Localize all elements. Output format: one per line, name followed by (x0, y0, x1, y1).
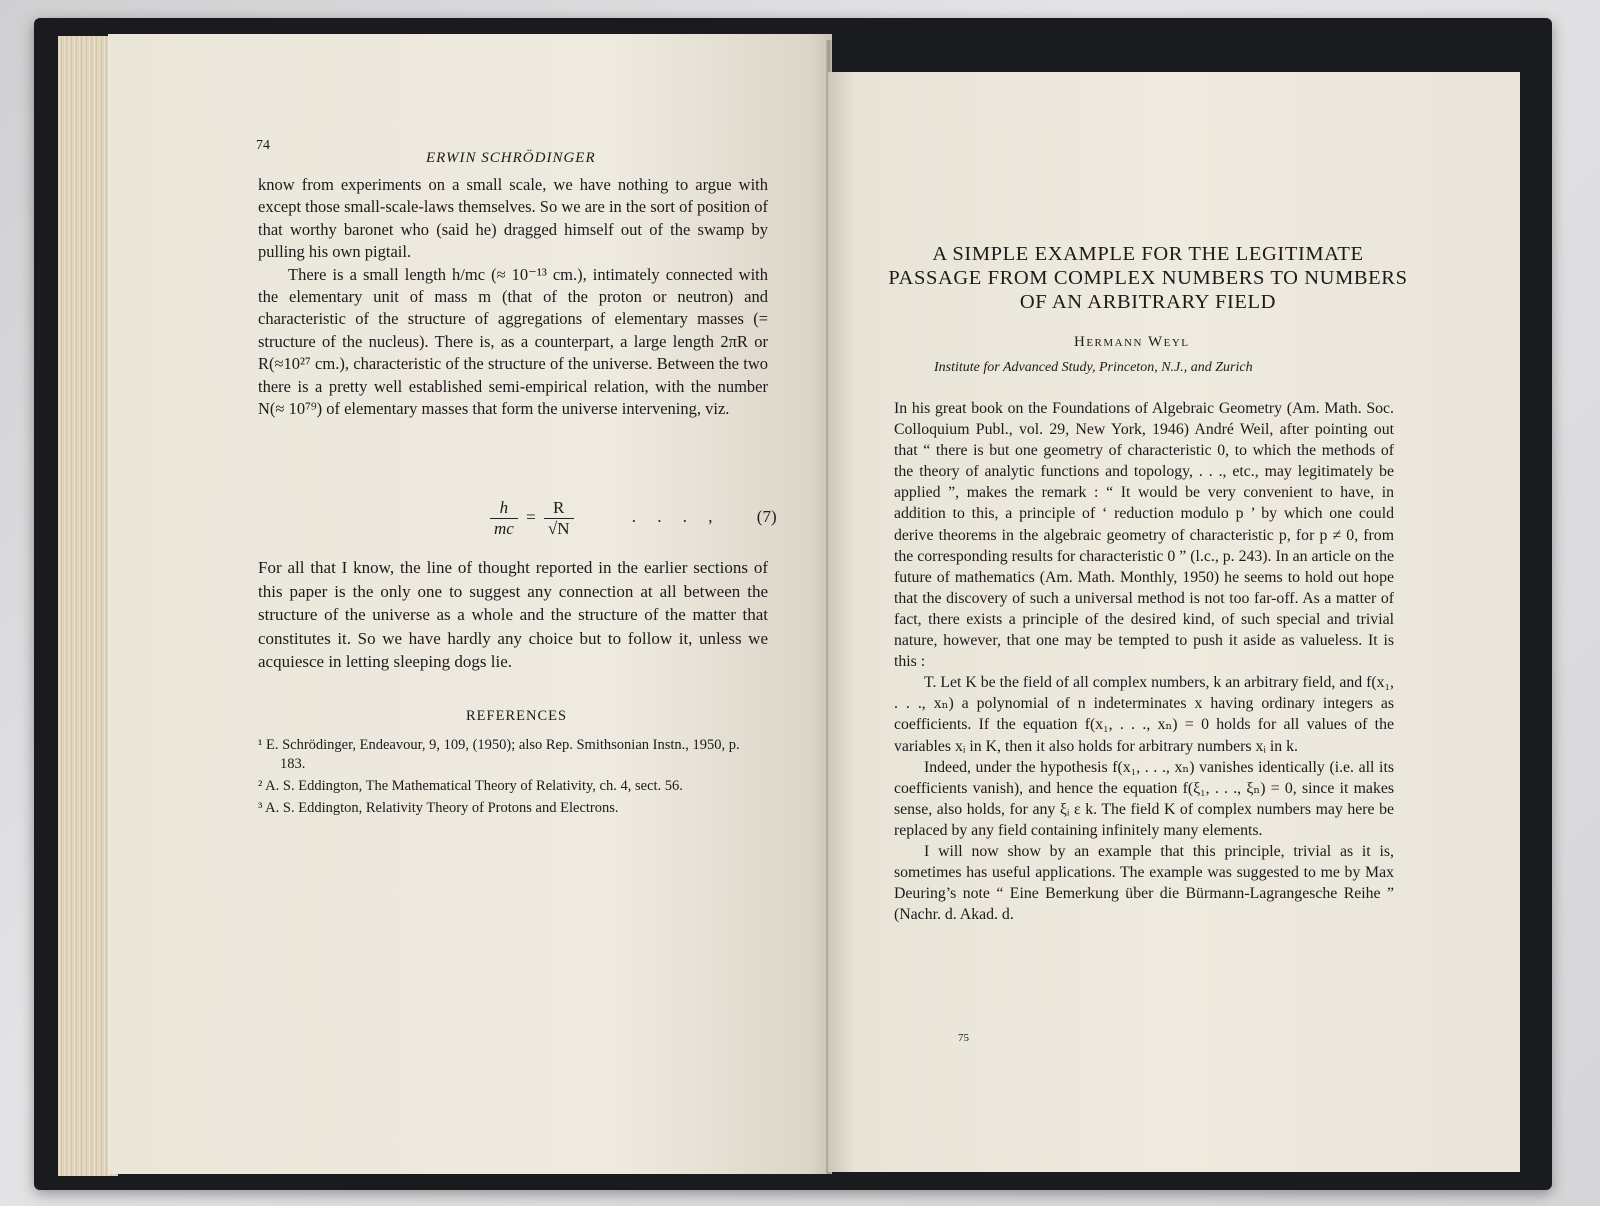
left-page-number: 74 (256, 138, 270, 153)
paragraph: I will now show by an example that this principle, trivial as it is, sometimes has useful applications. The example was suggested to me by Max Deuring’s note “ Eine Bemerkung über die Bürmann-Lagrangesche Reihe ” (Nachr. d. Akad. d. (894, 842, 1394, 924)
left-page (108, 34, 832, 1174)
frac-numerator: h (490, 498, 518, 519)
paragraph: There is a small length h/mc (≈ 10⁻¹³ cm.), intimately connected with the elementary unit of mass m (that of the proton or neutron) and characteristic of the structure of aggregations of elementary masses (= structure of the nucleus). There is, as a counterpart, a large length 2πR or R(≈10²⁷ cm.), characteristic of the structure of the universe. Between the two there is a pretty well established semi-empirical relation, with the number N(≈ 10⁷⁹) of elementary masses that form the universe intervening, viz. (258, 264, 768, 419)
reference-item: ³ A. S. Eddington, Relativity Theory of Protons and Electrons. (258, 800, 619, 816)
equation-label: (7) (756, 507, 777, 527)
paragraph: know from experiments on a small scale, we have nothing to argue with except those small-scale-laws themselves. So we are in the sort of position of that worthy baronet who (said he) dragged himself out of the swamp by pulling his own pigtail. (258, 175, 768, 262)
reference-item: ² A. S. Eddington, The Mathematical Theory of Relativity, ch. 4, sect. 56. (258, 778, 683, 794)
author-affiliation: Institute for Advanced Study, Princeton, N.J., and Zurich (934, 360, 1253, 375)
left-body-after (258, 556, 768, 674)
author-name: Hermann Weyl (1074, 334, 1190, 350)
right-body (894, 398, 1394, 925)
paragraph: For all that I know, the line of thought reported in the earlier sections of this paper is the only one to suggest any connection at all between the structure of the universe as a whole and the structure of the matter that constitutes it. So we have hardly any choice but to follow it, unless we acquiesce in letting sleeping dogs lie. (258, 558, 768, 671)
reference-item: ¹ E. Schrödinger, Endeavour, 9, 109, (1950); also Rep. Smithsonian Instn., 1950, p. 183. (258, 737, 740, 772)
article-title: A SIMPLE EXAMPLE FOR THE LEGITIMATE PASSAGE FROM COMPLEX NUMBERS TO NUMBERS OF AN ARBITRARY FIELD (888, 243, 1408, 313)
right-page-number: 75 (958, 1032, 969, 1044)
right-page (828, 72, 1520, 1172)
running-head: ERWIN SCHRÖDINGER (426, 150, 596, 166)
paragraph: Indeed, under the hypothesis f(x₁, . . ., xₙ) vanishes identically (i.e. all its coefficients vanish), and hence the equation f(ξ₁, . . ., ξₙ) = 0, since it makes sense, also holds, for any ξᵢ ε k. The field K of complex numbers may here be replaced by any field containing infinitely many elements. (894, 758, 1394, 839)
equals-sign: = (526, 507, 536, 527)
fraction-r-sqrt-n (544, 498, 574, 539)
equation-dots: . . . , (631, 507, 713, 527)
frac-denominator: √N (547, 519, 570, 538)
frac-denominator: mc (494, 519, 514, 538)
references-list (258, 736, 768, 821)
equation-7 (486, 498, 777, 539)
paragraph: In his great book on the Foundations of Algebraic Geometry (Am. Math. Soc. Colloquium Publ., vol. 29, New York, 1946) André Weil, after pointing out that “ there is but one geometry of characteristic 0, to which the methods of the theory of analytic functions and topology, . . ., etc., may legitimately be applied ”, makes the remark : “ It would be very convenient to have, in addition to this, a principle of ‘ reduction modulo p ’ by which one could derive theorems in the algebraic geometry of characteristic p, for p ≠ 0, from the corresponding results for characteristic 0 ” (l.c., p. 243). In an article on the future of mathematics (Am. Math. Monthly, 1950) he seems to hold out hope that the discovery of such a universal method is not too far-off. As a matter of fact, there exists a principle of the desired kind, of such special and trivial nature, however, that one may be tempted to push it aside as valueless. It is this : (894, 400, 1394, 671)
references-title: REFERENCES (466, 708, 568, 724)
left-body (258, 174, 768, 420)
frac-numerator: R (544, 498, 574, 519)
theorem-paragraph: T. Let K be the field of all complex numbers, k an arbitrary field, and f(x₁, . . ., xₙ) a polynomial of n indeterminates x having ordinary integers as coefficients. If the equation f(x₁, . . ., xₙ) = 0 holds for all values of the variables xᵢ in K, then it also holds for arbitrary numbers xᵢ in k. (894, 674, 1394, 755)
fraction-h-mc (490, 498, 518, 539)
